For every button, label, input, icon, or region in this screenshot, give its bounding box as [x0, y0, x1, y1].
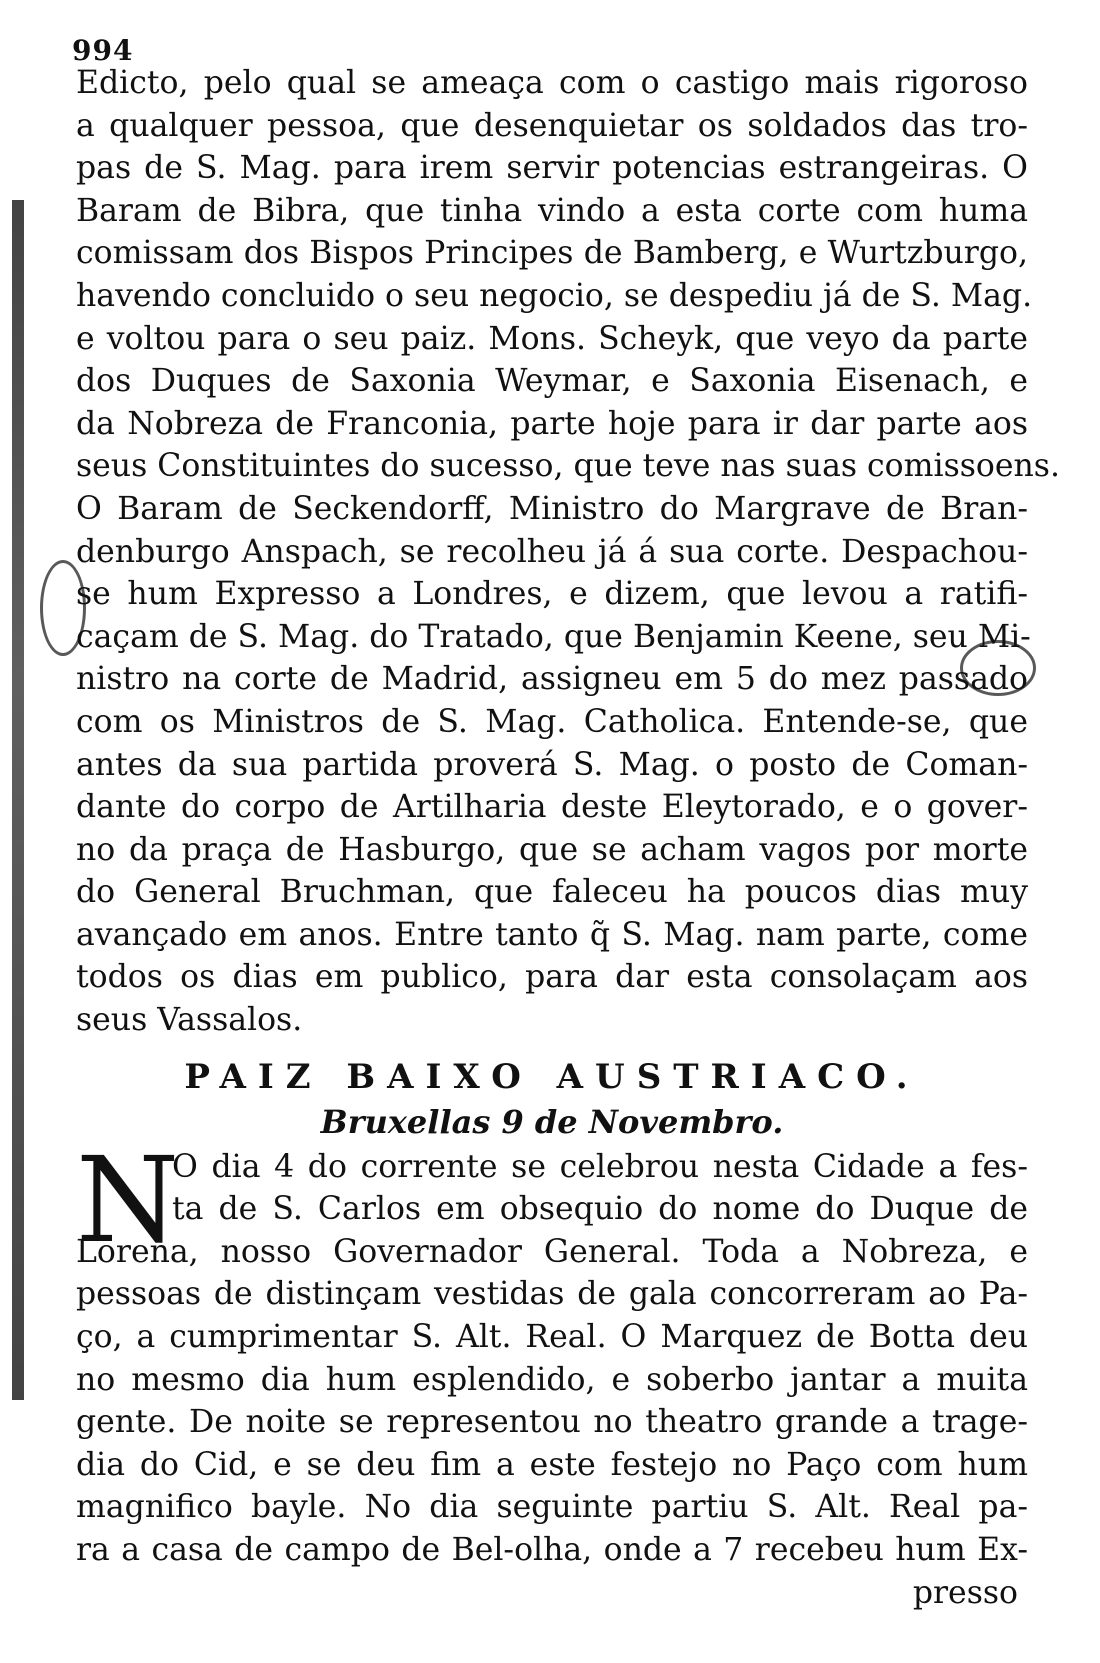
text-line: O Baram de Seckendorff, Ministro do Margrave de Bran-	[76, 490, 1028, 527]
text-line: Baram de Bibra, que tinha vindo a esta corte com huma	[76, 192, 1028, 229]
text-line: a qualquer pessoa, que desenquietar os soldados das tro-	[76, 107, 1028, 144]
text-line: no mesmo dia hum esplendido, e soberbo jantar a muita	[76, 1361, 1028, 1398]
text-line: ra a casa de campo de Bel-olha, onde a 7 recebeu hum Ex-	[76, 1532, 1028, 1568]
text-line: antes da sua partida proverá S. Mag. o posto de Coman-	[76, 746, 1028, 783]
text-line: pas de S. Mag. para irem servir potencias estrangeiras. O	[76, 150, 1028, 187]
text-line: seus Vassalos.	[76, 1002, 303, 1039]
text-line: pessoas de distinçam vestidas de gala concorreram ao Pa-	[76, 1276, 1028, 1313]
text-line: avançado em anos. Entre tanto q̃ S. Mag. nam parte, come	[76, 916, 1028, 953]
text-line: se hum Expresso a Londres, e dizem, que levou a ratifi-	[76, 576, 1028, 613]
section-heading: PAIZ BAIXO AUSTRIACO.	[184, 1056, 920, 1097]
text-line: O dia 4 do corrente se celebrou nesta Cidade a fes-	[172, 1148, 1028, 1185]
article-text	[76, 62, 1060, 1614]
text-line: dos Duques de Saxonia Weymar, e Saxonia Eisenach, e	[76, 363, 1028, 400]
dateline: Bruxellas 9 de Novembro.	[320, 1102, 784, 1141]
scan-edge-shadow	[12, 200, 24, 1400]
catchword: presso	[912, 1574, 1018, 1611]
text-line: magnifico bayle. No dia seguinte partiu S. Alt. Real pa-	[76, 1489, 1028, 1526]
text-line: Edicto, pelo qual se ameaça com o castigo mais rigoroso	[76, 65, 1028, 101]
page-number: 994	[72, 34, 134, 67]
text-line: do General Bruchman, que faleceu ha poucos dias muy	[76, 874, 1028, 911]
text-line: dia do Cid, e se deu fim a este festejo no Paço com hum	[76, 1446, 1028, 1483]
text-line: e voltou para o seu paiz. Mons. Scheyk, que veyo da parte	[76, 320, 1028, 357]
text-line: com os Ministros de S. Mag. Catholica. Entende-se, que	[76, 703, 1028, 740]
paragraph-1	[76, 62, 1060, 1042]
text-line: havendo concluido o seu negocio, se despediu já de S. Mag.	[76, 277, 1033, 314]
paragraph-2	[76, 1130, 1028, 1572]
text-line: gente. De noite se representou no theatro grande a trage-	[76, 1404, 1028, 1441]
text-line: nistro na corte de Madrid, assigneu em 5 do mez passado	[76, 661, 1028, 698]
text-line: comissam dos Bispos Principes de Bamberg, e Wurtzburgo,	[76, 235, 1028, 272]
text-line: ço, a cumprimentar S. Alt. Real. O Marquez de Botta deu	[76, 1319, 1028, 1356]
text-line: caçam de S. Mag. do Tratado, que Benjamin Keene, seu Mi-	[76, 618, 1031, 655]
text-line: dante do corpo de Artilharia deste Eleytorado, e o gover-	[76, 789, 1028, 826]
text-line: seus Constituintes do sucesso, que teve nas suas comissoens.	[76, 448, 1060, 485]
text-line: todos os dias em publico, para dar esta consolaçam aos	[76, 959, 1028, 996]
text-line: da Nobreza de Franconia, parte hoje para ir dar parte aos	[76, 405, 1028, 442]
text-line: Lorena, nosso Governador General. Toda a Nobreza, e	[76, 1233, 1028, 1270]
text-line: ta de S. Carlos em obsequio do nome do Duque de	[172, 1191, 1028, 1228]
drop-cap: N	[76, 1130, 180, 1269]
text-line: no da praça de Hasburgo, que se acham vagos por morte	[76, 831, 1028, 868]
text-line: denburgo Anspach, se recolheu já á sua corte. Despachou-	[76, 533, 1028, 570]
